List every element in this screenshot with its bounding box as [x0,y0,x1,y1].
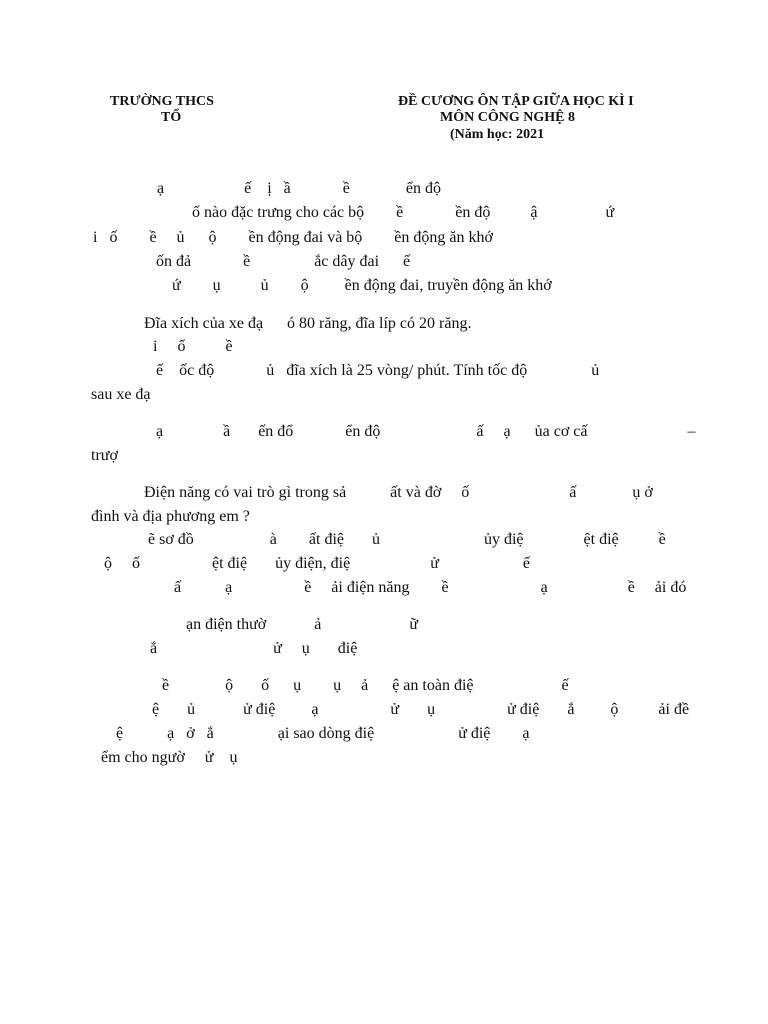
body-line: ạ ế ị ầ ề ển độ [157,180,441,197]
body-line: ế ốc độ ủ đĩa xích là 25 vòng/ phút. Tính tốc độ ủ [156,362,600,379]
body-line: ểm cho ngườ ử ụ [101,749,238,766]
body-line: ắ ử ụ điệ [150,640,358,657]
group-name: TỔ [161,110,182,125]
body-line: ẽ sơ đồ à ất điệ ủ ủy điệ ệt điệ ề [148,531,666,548]
body-line: ố nào đặc trưng cho các bộ ề ền độ ậ ứ [192,204,615,221]
body-line: ạ ầ ến đổ ển độ ấ ạ ủa cơ cấ – [156,423,696,440]
body-line: ạn điện thườ ả ữ [186,616,418,633]
subject-title: MÔN CÔNG NGHỆ 8 [440,110,575,125]
body-line: ứ ụ ủ ộ ền động đai, truyền động ăn khớ [172,277,552,294]
school-name: TRƯỜNG THCS [110,94,214,109]
body-line: sau xe đạ [91,386,151,403]
body-line: ấ ạ ề ải điện năng ề ạ ề ải đó [174,579,687,596]
body-line: i ố ề [153,338,233,355]
body-line: ề ộ ố ụ ụ ả ệ an toàn điệ ế [162,677,569,694]
school-year: (Năm học: 2021 [450,127,545,142]
body-line: Điện năng có vai trò gì trong sả ất và đờ ố ấ ụ ở [144,484,653,501]
body-line: i ố ề ủ ộ ền động đai và bộ ền động ăn khớ [93,229,493,246]
body-line: trượ [91,447,118,464]
body-line: ộ ố ệt điệ ủy điện, điệ ử ế [104,555,530,572]
body-line: ệ ạ ở ắ ại sao dòng điệ ử điệ ạ [116,725,530,742]
body-line: ệ ủ ử điệ ạ ử ụ ử điệ ắ ộ ải đề [152,701,690,718]
exam-title: ĐỀ CƯƠNG ÔN TẬP GIỮA HỌC KÌ I [398,94,634,109]
body-line: Đĩa xích của xe đạ ó 80 răng, đĩa líp có 20 răng. [144,315,472,332]
body-line: ốn đả ề ắc dây đai ế [156,253,411,270]
body-line: đình và địa phương em ? [91,508,250,525]
